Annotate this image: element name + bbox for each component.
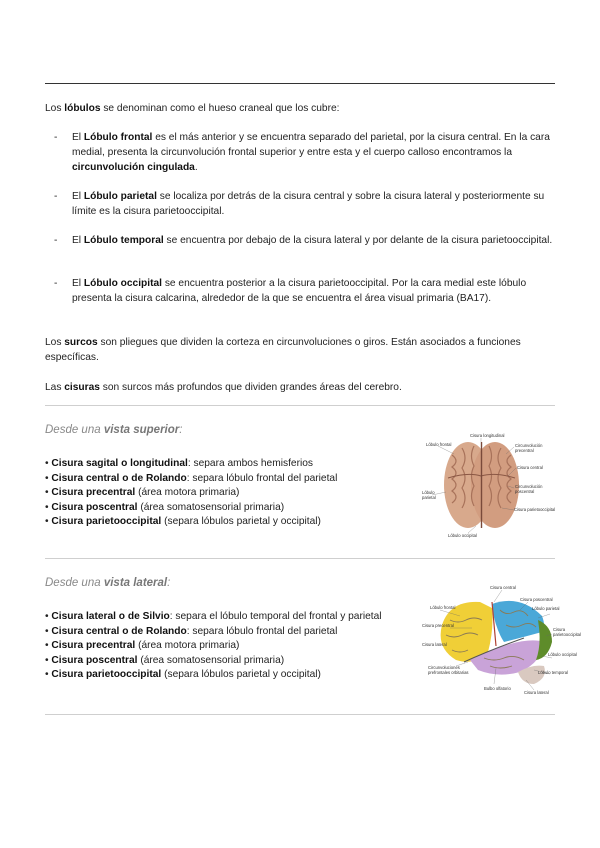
figure-label: Cisura — [553, 627, 566, 632]
list-item: • Cisura lateral o de Silvio: separa el lóbulo temporal del frontal y parietal — [45, 611, 382, 622]
figure-label: Circunvolución — [515, 443, 543, 448]
figure-label: Cisura lateral — [422, 642, 447, 647]
figure-label: Lóbulo frontal — [430, 605, 456, 610]
brain-lateral-figure — [420, 580, 581, 698]
figure-label: Lóbulo — [422, 490, 435, 495]
brain-right-hemisphere — [471, 442, 519, 528]
superior-list — [45, 457, 415, 530]
list-dash: - — [54, 132, 58, 143]
lateral-section-title: Desde una vista lateral: — [45, 577, 171, 589]
figure-label: Lóbulo parietal — [532, 606, 560, 611]
list-item: • Cisura poscentral (área somatosensorial primaria) — [45, 654, 285, 666]
list-item: • Cisura poscentral (área somatosensorial primaria) — [45, 501, 285, 513]
figure-label: prefrontales orbitarias — [428, 670, 469, 675]
figure-label: Cisura lateral — [524, 690, 549, 695]
divider — [45, 405, 555, 406]
intro-paragraph: Los lóbulos se denominan como el hueso craneal que los cubre: — [45, 103, 340, 114]
top-rule — [45, 83, 555, 84]
brain-superior-figure — [418, 430, 554, 542]
figure-label: Circunvoluciones — [428, 665, 460, 670]
divider — [45, 714, 555, 715]
figure-label: Lóbulo occipital — [548, 652, 577, 657]
list-dash: - — [54, 235, 58, 246]
list-item-occipital: El Lóbulo occipital se encuentra posterior a la cisura parietooccipital. Por la cara medial este lóbulo presenta la cisura calcarina, alrededor de la que se encuentra el área visual primaria (BA17). — [72, 278, 527, 304]
figure-label: Cisura precentral — [422, 623, 454, 628]
lateral-list — [45, 610, 415, 683]
figure-label: Cisura poscentral — [520, 597, 553, 602]
list-item: • Cisura precentral (área motora primaria) — [45, 487, 240, 499]
list-item: • Cisura parietooccipital (separa lóbulos parietal y occipital) — [45, 669, 321, 681]
figure-label: precentral — [515, 448, 534, 453]
figure-label: Cisura longitudinal — [470, 433, 505, 438]
superior-section-title: Desde una vista superior: — [45, 424, 183, 436]
figure-label: Bulbo olfatorio — [484, 686, 511, 691]
figure-label: Cisura central — [517, 465, 543, 470]
figure-label: parietooccipital — [553, 632, 581, 637]
figure-label: Lóbulo temporal — [538, 670, 569, 675]
figure-label: Circunvolución — [515, 484, 543, 489]
surcos-paragraph: Los surcos son pliegues que dividen la corteza en circunvoluciones o giros. Están asociados a funciones específicas. — [45, 337, 521, 363]
figure-label: Lóbulo occipital — [448, 533, 477, 538]
figure-label: Cisura parietooccipital — [514, 507, 556, 512]
list-item: • Cisura parietooccipital (separa lóbulos parietal y occipital) — [45, 516, 321, 528]
list-item-frontal: El Lóbulo frontal es el más anterior y se encuentra separado del parietal, por la cisura central. En la cara medial, presenta la circunvolución frontal superior y entre esta y el cuerpo calloso encontramos la circunvolución cingulada. — [72, 132, 550, 173]
cisuras-paragraph: Las cisuras son surcos más profundos que dividen grandes áreas del cerebro. — [45, 382, 402, 393]
list-item-parietal: El Lóbulo parietal se localiza por detrás de la cisura central y sobre la cisura lateral y posteriormente su límite es la cisura parietooccipital. — [72, 191, 545, 217]
figure-label: Cisura central — [490, 585, 516, 590]
list-item-temporal: El Lóbulo temporal se encuentra por debajo de la cisura lateral y por delante de la cisura parietooccipital. — [72, 235, 553, 246]
figure-label: poscentral — [515, 489, 535, 494]
list-dash: - — [54, 278, 58, 289]
list-item: • Cisura precentral (área motora primaria) — [45, 640, 240, 652]
list-item: • Cisura sagital o longitudinal: separa ambos hemisferios — [45, 458, 313, 469]
figure-label: parietal — [422, 495, 436, 500]
divider — [45, 558, 555, 559]
list-item: • Cisura central o de Rolando: separa lóbulo frontal del parietal — [45, 625, 338, 637]
figure-label: Lóbulo frontal — [426, 442, 452, 447]
list-item: • Cisura central o de Rolando: separa lóbulo frontal del parietal — [45, 472, 338, 484]
list-dash: - — [54, 191, 58, 202]
